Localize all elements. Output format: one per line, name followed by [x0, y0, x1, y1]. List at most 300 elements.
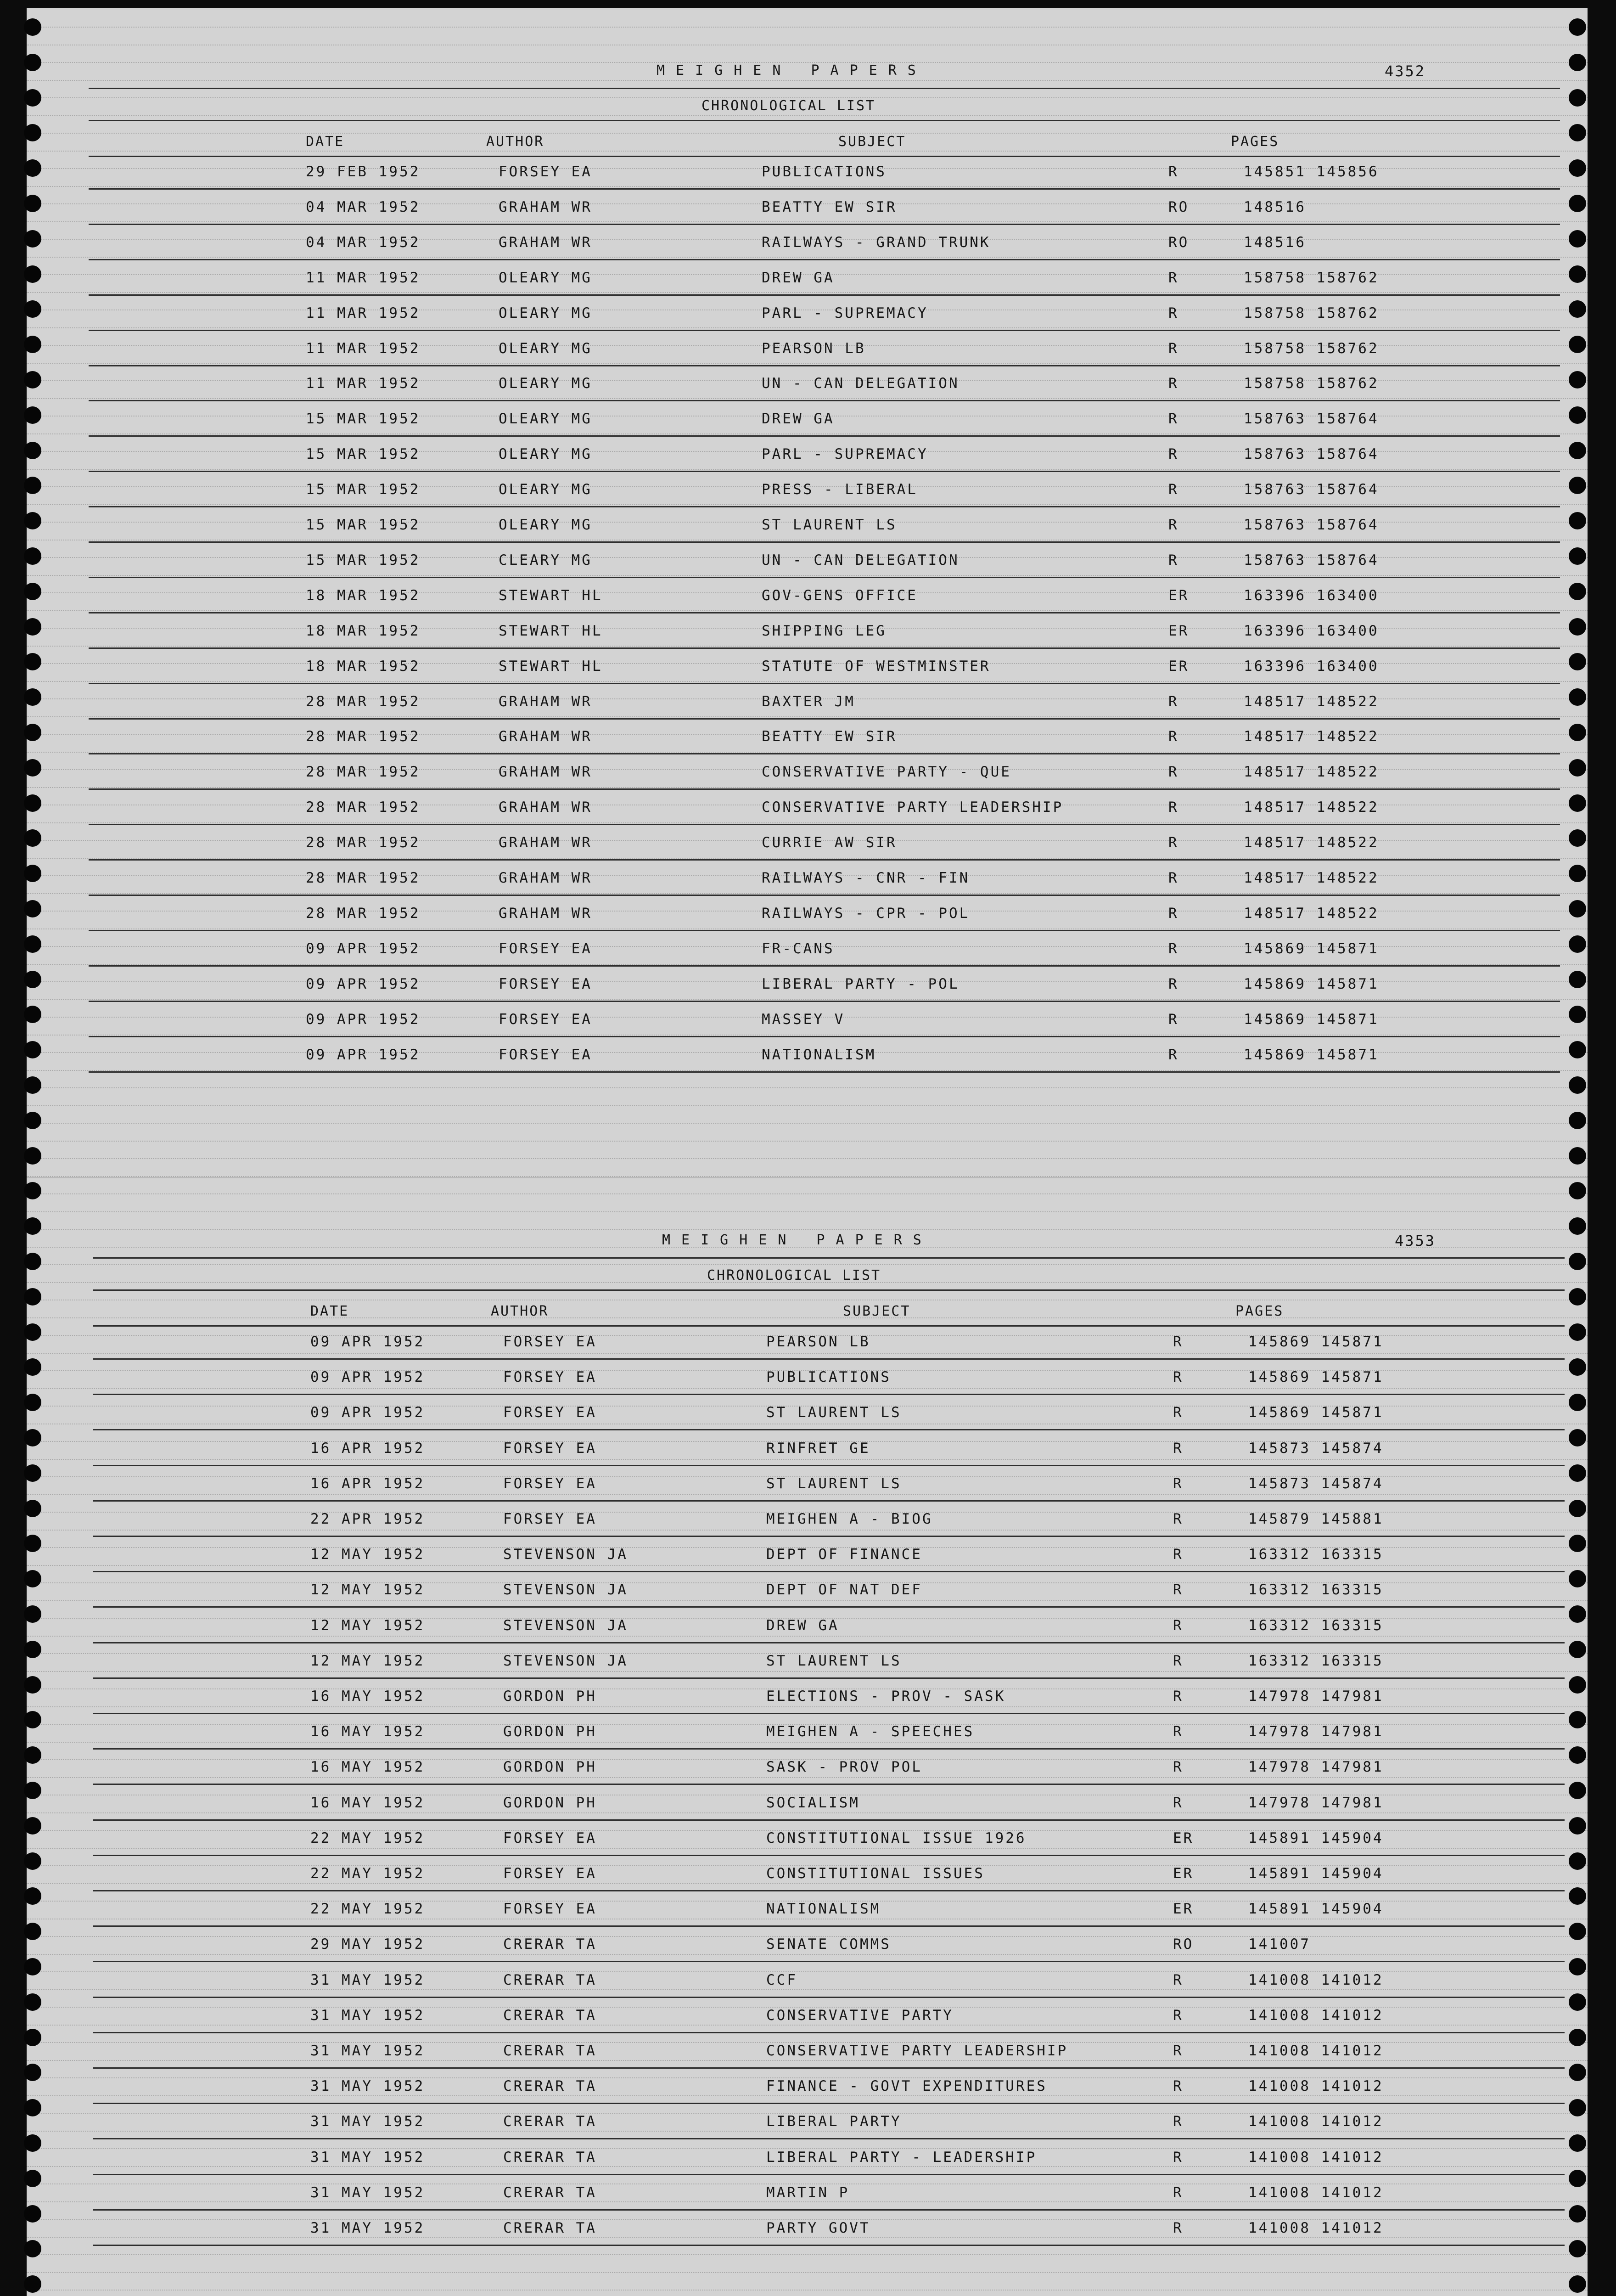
cell-date: 28 MAR 1952 — [306, 693, 421, 710]
feed-hole — [24, 1394, 41, 1411]
row-rule — [93, 2103, 1565, 2104]
row-rule — [93, 2138, 1565, 2139]
cell-pages: 158763 158764 — [1244, 551, 1379, 568]
guide-line — [27, 1211, 1588, 1212]
cell-subject: DREW GA — [762, 411, 835, 428]
feed-hole — [1569, 442, 1586, 459]
feed-hole — [24, 865, 41, 882]
guide-line — [27, 1229, 1588, 1230]
column-header-subject: SUBJECT — [838, 134, 906, 150]
feed-hole — [24, 1006, 41, 1023]
row-rule — [89, 188, 1560, 190]
table-row — [310, 2149, 1504, 2184]
cell-date: 16 MAY 1952 — [310, 1759, 425, 1776]
cell-pages: 147978 147981 — [1248, 1759, 1384, 1776]
cell-date: 09 APR 1952 — [306, 975, 421, 992]
cell-author: STEWART HL — [499, 622, 603, 639]
cell-code: R — [1168, 764, 1179, 781]
feed-hole — [1569, 971, 1586, 988]
cell-subject: RAILWAYS - CPR - POL — [762, 905, 970, 922]
cell-author: FORSEY EA — [503, 1511, 597, 1527]
feed-hole — [1569, 759, 1586, 777]
cell-code: R — [1168, 163, 1179, 180]
row-rule — [93, 1465, 1565, 1466]
cell-code: R — [1168, 1011, 1179, 1028]
feed-hole — [24, 1358, 41, 1376]
cell-date: 22 MAY 1952 — [310, 1901, 425, 1918]
guide-line — [27, 1193, 1588, 1194]
feed-hole — [24, 1676, 41, 1694]
cell-subject: CONSERVATIVE PARTY — [766, 2007, 954, 2024]
row-rule — [93, 1358, 1565, 1360]
cell-subject: LIBERAL PARTY — [766, 2113, 902, 2130]
table-row — [306, 623, 1499, 658]
feed-hole — [24, 2099, 41, 2116]
row-rule — [89, 895, 1560, 896]
cell-author: GRAHAM WR — [499, 693, 592, 710]
column-header-date: DATE — [306, 134, 345, 150]
table-row — [310, 2113, 1504, 2148]
cell-pages: 163396 163400 — [1244, 658, 1379, 675]
cell-date: 11 MAR 1952 — [306, 375, 421, 392]
cell-subject: PRESS - LIBERAL — [762, 481, 918, 498]
cell-code: ER — [1173, 1829, 1194, 1846]
cell-author: FORSEY EA — [503, 1865, 597, 1882]
cell-author: FORSEY EA — [499, 1011, 592, 1028]
cell-pages: 158763 158764 — [1244, 517, 1379, 533]
feed-hole — [24, 1076, 41, 1094]
feed-hole — [24, 442, 41, 459]
feed-hole — [24, 54, 41, 71]
cell-pages: 145891 145904 — [1248, 1901, 1384, 1918]
cell-date: 22 APR 1952 — [310, 1511, 425, 1527]
cell-subject: BEATTY EW SIR — [762, 728, 897, 745]
cell-author: GORDON PH — [503, 1688, 597, 1705]
table-row — [306, 305, 1499, 340]
sheet-subtitle: CHRONOLOGICAL LIST — [701, 98, 876, 114]
cell-pages: 141008 141012 — [1248, 1971, 1384, 1988]
cell-subject: GOV-GENS OFFICE — [762, 587, 918, 604]
feed-hole — [24, 1147, 41, 1165]
guide-line — [27, 80, 1588, 81]
sheet-title: MEIGHEN PAPERS — [656, 62, 927, 79]
cell-pages: 141008 141012 — [1248, 2220, 1384, 2236]
cell-pages: 145873 145874 — [1248, 1475, 1384, 1492]
feed-hole — [24, 1711, 41, 1728]
cell-code: R — [1168, 375, 1179, 392]
guide-line — [27, 1158, 1588, 1159]
cell-pages: 163312 163315 — [1248, 1581, 1384, 1598]
cell-author: CRERAR TA — [503, 2078, 597, 2095]
page-fold — [27, 1177, 1588, 1178]
cell-subject: LIBERAL PARTY - POL — [762, 975, 960, 992]
table-row — [310, 1653, 1504, 1688]
row-rule — [89, 224, 1560, 225]
feed-hole — [24, 653, 41, 670]
feed-hole — [1569, 2205, 1586, 2223]
table-row — [306, 799, 1499, 834]
feed-hole — [1569, 1323, 1586, 1341]
feed-hole — [1569, 1923, 1586, 1940]
cell-subject: BAXTER JM — [762, 693, 855, 710]
cell-author: GRAHAM WR — [499, 234, 592, 251]
feed-hole — [1569, 2170, 1586, 2187]
cell-date: 15 MAR 1952 — [306, 551, 421, 568]
table-row — [306, 340, 1499, 375]
cell-code: R — [1173, 2007, 1184, 2024]
feed-hole — [24, 2029, 41, 2046]
table-row — [310, 1759, 1504, 1794]
cell-code: R — [1173, 2220, 1184, 2236]
cell-author: OLEARY MG — [499, 340, 592, 357]
feed-hole — [24, 935, 41, 953]
feed-hole — [24, 971, 41, 988]
guide-line — [27, 1264, 1588, 1265]
cell-date: 09 APR 1952 — [310, 1334, 425, 1350]
feed-hole — [24, 230, 41, 248]
cell-date: 15 MAR 1952 — [306, 446, 421, 463]
feed-hole — [1569, 583, 1586, 600]
feed-hole — [1569, 1711, 1586, 1728]
row-rule — [89, 577, 1560, 578]
cell-date: 09 APR 1952 — [306, 1011, 421, 1028]
table-row — [306, 375, 1499, 410]
table-row — [306, 905, 1499, 940]
cell-subject: RAILWAYS - CNR - FIN — [762, 870, 970, 886]
feed-hole — [1569, 477, 1586, 494]
cell-date: 29 MAY 1952 — [310, 1936, 425, 1953]
cell-pages: 141008 141012 — [1248, 2184, 1384, 2201]
column-header-pages: PAGES — [1231, 134, 1279, 150]
table-row — [310, 1511, 1504, 1546]
row-rule — [89, 259, 1560, 260]
cell-pages: 147978 147981 — [1248, 1723, 1384, 1740]
row-rule — [93, 1819, 1565, 1821]
feed-hole — [24, 195, 41, 212]
cell-pages: 145869 145871 — [1248, 1369, 1384, 1386]
cell-author: CRERAR TA — [503, 2113, 597, 2130]
cell-author: GORDON PH — [503, 1759, 597, 1776]
feed-hole — [24, 1782, 41, 1799]
table-row — [306, 411, 1499, 445]
table-row — [310, 1865, 1504, 1900]
cell-author: CRERAR TA — [503, 1936, 597, 1953]
cell-subject: SASK - PROV POL — [766, 1759, 922, 1776]
cell-date: 12 MAY 1952 — [310, 1617, 425, 1634]
cell-date: 22 MAY 1952 — [310, 1829, 425, 1846]
table-row — [310, 1901, 1504, 1936]
row-rule — [93, 2032, 1565, 2033]
cell-subject: SENATE COMMS — [766, 1936, 891, 1953]
row-rule — [89, 156, 1560, 157]
cell-pages: 141007 — [1248, 1936, 1311, 1953]
cell-code: R — [1168, 834, 1179, 851]
feed-hole — [1569, 300, 1586, 318]
cell-author: OLEARY MG — [499, 269, 592, 286]
cell-author: FORSEY EA — [503, 1475, 597, 1492]
row-rule — [89, 612, 1560, 613]
cell-pages: 163396 163400 — [1244, 587, 1379, 604]
cell-subject: STATUTE OF WESTMINSTER — [762, 658, 991, 675]
table-row — [306, 940, 1499, 975]
cell-author: OLEARY MG — [499, 517, 592, 533]
row-rule — [93, 1394, 1565, 1395]
table-row — [310, 1972, 1504, 2007]
cell-date: 28 MAR 1952 — [306, 799, 421, 816]
cell-code: R — [1173, 1475, 1184, 1492]
cell-code: ER — [1168, 658, 1190, 675]
cell-code: R — [1173, 2149, 1184, 2166]
cell-author: FORSEY EA — [503, 1334, 597, 1350]
cell-subject: PEARSON LB — [766, 1334, 870, 1350]
cell-author: CRERAR TA — [503, 2149, 597, 2166]
cell-subject: MEIGHEN A - BIOG — [766, 1511, 933, 1527]
feed-hole — [1569, 1887, 1586, 1905]
cell-date: 09 APR 1952 — [306, 940, 421, 957]
cell-pages: 148516 — [1244, 234, 1306, 251]
table-row — [310, 1440, 1504, 1475]
cell-subject: NATIONALISM — [762, 1046, 876, 1063]
feed-hole — [24, 724, 41, 741]
table-row — [306, 764, 1499, 799]
feed-hole — [1569, 688, 1586, 706]
cell-pages: 158763 158764 — [1244, 411, 1379, 428]
cell-date: 28 MAR 1952 — [306, 764, 421, 781]
tractor-feed-holes-left — [18, 0, 46, 2296]
feed-hole — [1569, 2064, 1586, 2081]
sheet-title: MEIGHEN PAPERS — [662, 1232, 932, 1248]
guide-line — [27, 1087, 1588, 1088]
cell-code: R — [1168, 870, 1179, 886]
cell-date: 15 MAR 1952 — [306, 481, 421, 498]
cell-pages: 148517 148522 — [1244, 905, 1379, 922]
feed-hole — [1569, 406, 1586, 424]
cell-subject: PUBLICATIONS — [766, 1369, 891, 1386]
cell-pages: 145891 145904 — [1248, 1829, 1384, 1846]
cell-code: ER — [1168, 587, 1190, 604]
feed-hole — [1569, 18, 1586, 36]
feed-hole — [24, 1112, 41, 1129]
table-row — [310, 2007, 1504, 2042]
cell-author: OLEARY MG — [499, 446, 592, 463]
feed-hole — [1569, 900, 1586, 917]
cell-subject: DEPT OF FINANCE — [766, 1546, 922, 1563]
cell-code: R — [1173, 1404, 1184, 1421]
cell-subject: MEIGHEN A - SPEECHES — [766, 1723, 975, 1740]
feed-hole — [24, 1288, 41, 1306]
cell-code: R — [1173, 2184, 1184, 2201]
cell-pages: 145851 145856 — [1244, 163, 1379, 180]
feed-hole — [1569, 794, 1586, 812]
guide-line — [27, 115, 1588, 116]
row-rule — [89, 824, 1560, 825]
cell-subject: ST LAURENT LS — [766, 1652, 902, 1669]
row-rule — [89, 471, 1560, 472]
cell-subject: LIBERAL PARTY - LEADERSHIP — [766, 2149, 1037, 2166]
row-rule — [89, 120, 1560, 121]
cell-code: R — [1168, 799, 1179, 816]
cell-pages: 145869 145871 — [1248, 1404, 1384, 1421]
cell-subject: FINANCE - GOVT EXPENDITURES — [766, 2078, 1047, 2095]
cell-author: FORSEY EA — [503, 1901, 597, 1918]
cell-date: 12 MAY 1952 — [310, 1546, 425, 1563]
cell-code: R — [1168, 1046, 1179, 1063]
feed-hole — [1569, 547, 1586, 565]
table-row — [306, 163, 1499, 198]
feed-hole — [24, 688, 41, 706]
row-rule — [93, 1642, 1565, 1643]
row-rule — [93, 1325, 1565, 1327]
table-row — [310, 1795, 1504, 1829]
sheet-subtitle: CHRONOLOGICAL LIST — [707, 1267, 881, 1283]
cell-date: 12 MAY 1952 — [310, 1652, 425, 1669]
feed-hole — [24, 1535, 41, 1552]
cell-pages: 158763 158764 — [1244, 481, 1379, 498]
cell-date: 16 MAY 1952 — [310, 1794, 425, 1811]
feed-hole — [24, 618, 41, 636]
cell-date: 16 MAY 1952 — [310, 1688, 425, 1705]
cell-pages: 145869 145871 — [1248, 1334, 1384, 1350]
cell-pages: 163312 163315 — [1248, 1652, 1384, 1669]
row-rule — [93, 1890, 1565, 1891]
feed-hole — [24, 2205, 41, 2223]
cell-subject: PARTY GOVT — [766, 2220, 870, 2236]
feed-hole — [1569, 2240, 1586, 2257]
cell-pages: 147978 147981 — [1248, 1794, 1384, 1811]
feed-hole — [1569, 653, 1586, 670]
cell-code: R — [1168, 940, 1179, 957]
cell-subject: CONSTITUTIONAL ISSUES — [766, 1865, 985, 1882]
cell-code: R — [1173, 1794, 1184, 1811]
cell-subject: RINFRET GE — [766, 1440, 870, 1457]
row-rule — [93, 1536, 1565, 1537]
row-rule — [89, 1071, 1560, 1073]
cell-date: 11 MAR 1952 — [306, 269, 421, 286]
column-header-subject: SUBJECT — [843, 1303, 911, 1319]
cell-pages: 158758 158762 — [1244, 269, 1379, 286]
cell-pages: 163396 163400 — [1244, 622, 1379, 639]
feed-hole — [1569, 1429, 1586, 1446]
cell-subject: FR-CANS — [762, 940, 835, 957]
cell-code: R — [1173, 1723, 1184, 1740]
cell-author: STEWART HL — [499, 587, 603, 604]
table-row — [306, 1047, 1499, 1081]
row-rule — [93, 2245, 1565, 2246]
table-row — [306, 270, 1499, 304]
table-row — [306, 552, 1499, 587]
cell-pages: 158758 158762 — [1244, 304, 1379, 321]
row-rule — [89, 718, 1560, 720]
cell-code: RO — [1173, 1936, 1194, 1953]
feed-hole — [24, 1570, 41, 1587]
cell-date: 15 MAR 1952 — [306, 411, 421, 428]
cell-author: FORSEY EA — [503, 1829, 597, 1846]
row-rule — [93, 1784, 1565, 1785]
row-rule — [93, 1748, 1565, 1750]
cell-author: GRAHAM WR — [499, 198, 592, 215]
feed-hole — [1569, 2029, 1586, 2046]
row-rule — [93, 2067, 1565, 2069]
cell-pages: 148517 148522 — [1244, 764, 1379, 781]
cell-author: FORSEY EA — [499, 1046, 592, 1063]
feed-hole — [1569, 54, 1586, 71]
cell-subject: UN - CAN DELEGATION — [762, 375, 960, 392]
row-rule — [89, 88, 1560, 89]
cell-date: 31 MAY 1952 — [310, 2007, 425, 2024]
feed-hole — [1569, 2134, 1586, 2152]
feed-hole — [1569, 265, 1586, 283]
cell-pages: 148516 — [1244, 198, 1306, 215]
table-row — [310, 1546, 1504, 1581]
guide-line — [27, 1317, 1588, 1318]
table-row — [306, 693, 1499, 728]
table-row — [310, 1688, 1504, 1723]
row-rule — [89, 330, 1560, 331]
cell-code: R — [1173, 1440, 1184, 1457]
row-rule — [89, 859, 1560, 861]
feed-hole — [1569, 1500, 1586, 1517]
cell-subject: PARL - SUPREMACY — [762, 304, 928, 321]
feed-hole — [24, 583, 41, 600]
feed-hole — [24, 477, 41, 494]
table-row — [310, 1475, 1504, 1510]
sheet-number: 4353 — [1395, 1232, 1436, 1249]
row-rule — [93, 1713, 1565, 1714]
guide-line — [27, 1105, 1588, 1106]
cell-subject: DREW GA — [766, 1617, 839, 1634]
cell-pages: 141008 141012 — [1248, 2007, 1384, 2024]
table-row — [310, 1936, 1504, 1971]
feed-hole — [1569, 1112, 1586, 1129]
row-rule — [89, 400, 1560, 401]
row-rule — [89, 365, 1560, 366]
feed-hole — [24, 406, 41, 424]
cell-subject: SOCIALISM — [766, 1794, 860, 1811]
cell-code: RO — [1168, 198, 1190, 215]
cell-date: 15 MAR 1952 — [306, 517, 421, 533]
row-rule — [93, 1677, 1565, 1679]
cell-date: 11 MAR 1952 — [306, 304, 421, 321]
cell-date: 31 MAY 1952 — [310, 2043, 425, 2059]
cell-author: OLEARY MG — [499, 375, 592, 392]
cell-author: STEVENSON JA — [503, 1581, 628, 1598]
cell-author: CRERAR TA — [503, 2043, 597, 2059]
feed-hole — [1569, 1041, 1586, 1058]
feed-hole — [1569, 1676, 1586, 1694]
cell-subject: PARL - SUPREMACY — [762, 446, 928, 463]
cell-date: 18 MAR 1952 — [306, 587, 421, 604]
guide-line — [27, 1141, 1588, 1142]
row-rule — [93, 2174, 1565, 2175]
cell-date: 28 MAR 1952 — [306, 834, 421, 851]
row-rule — [89, 506, 1560, 507]
cell-code: R — [1173, 2043, 1184, 2059]
table-row — [306, 834, 1499, 869]
cell-pages: 147978 147981 — [1248, 1688, 1384, 1705]
row-rule — [89, 1001, 1560, 1002]
cell-subject: CURRIE AW SIR — [762, 834, 897, 851]
feed-hole — [24, 900, 41, 917]
cell-code: R — [1168, 304, 1179, 321]
cell-author: CLEARY MG — [499, 551, 592, 568]
table-row — [310, 1617, 1504, 1652]
cell-author: GRAHAM WR — [499, 834, 592, 851]
table-row — [306, 199, 1499, 234]
feed-hole — [1569, 724, 1586, 741]
feed-hole — [1569, 1217, 1586, 1235]
cell-pages: 145879 145881 — [1248, 1511, 1384, 1527]
cell-code: R — [1173, 2113, 1184, 2130]
